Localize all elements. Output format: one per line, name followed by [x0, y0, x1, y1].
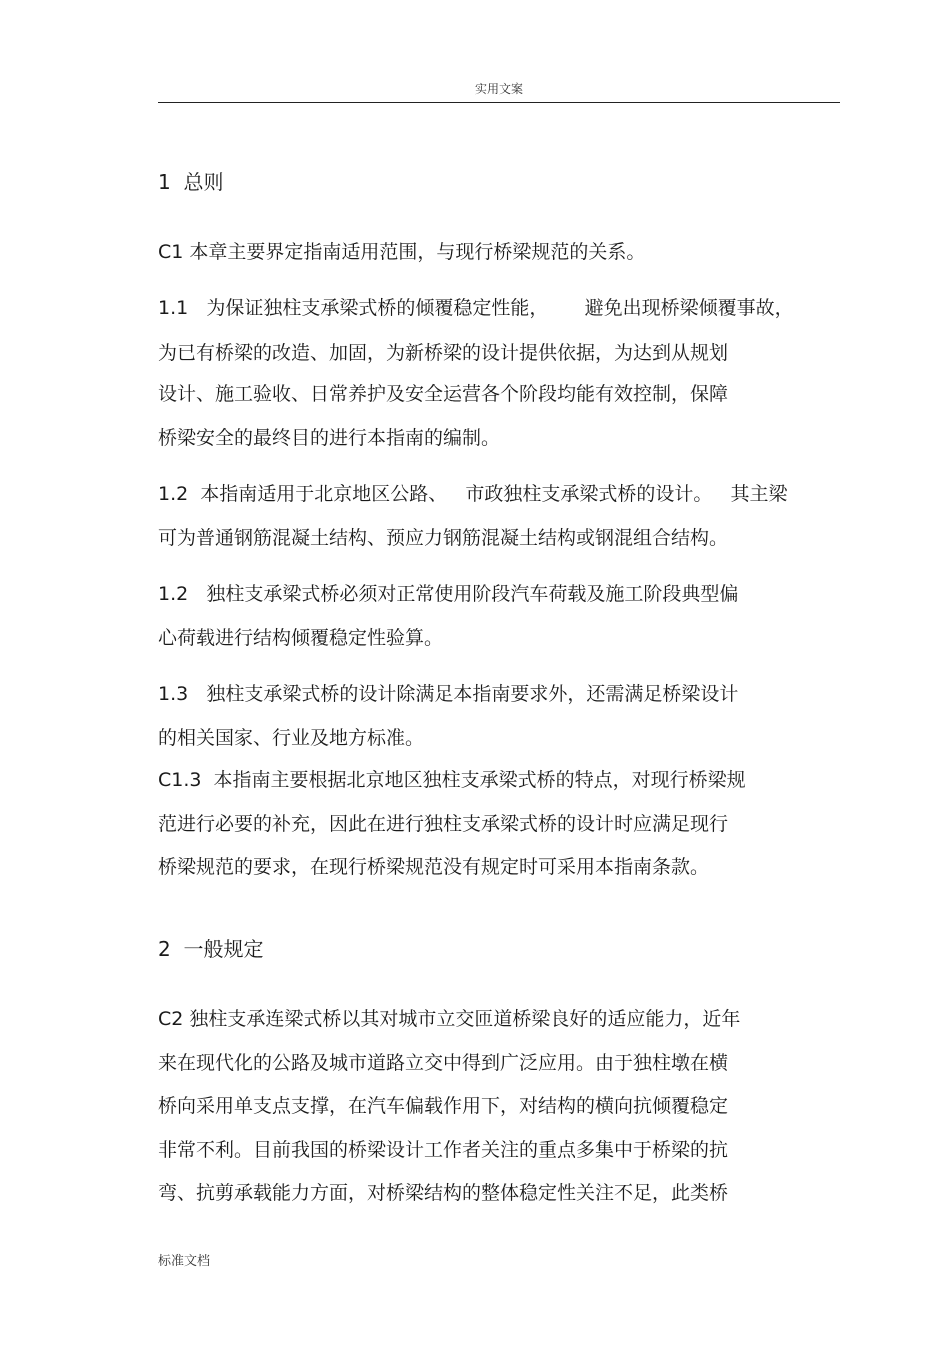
paragraph-line: C2 独柱支承连梁式桥以其对城市立交匝道桥梁良好的适应能力，近年	[158, 1008, 741, 1030]
paragraph-line: 弯、抗剪承载能力方面，对桥梁结构的整体稳定性关注不足，此类桥	[158, 1182, 729, 1204]
page-header: 实用文案	[474, 82, 523, 96]
page-footer: 标准文档	[158, 1254, 211, 1269]
paragraph-line: 可为普通钢筋混凝土结构、预应力钢筋混凝土结构或钢混组合结构。	[158, 527, 729, 549]
section-heading-1: 1 总则	[158, 170, 224, 194]
paragraph-line: 1.3 独柱支承梁式桥的设计除满足本指南要求外，还需满足桥梁设计	[158, 683, 739, 705]
paragraph-line: 1.1 为保证独柱支承梁式桥的倾覆稳定性能， 避免出现桥梁倾覆事故，	[158, 297, 794, 319]
header-divider	[158, 102, 840, 103]
paragraph-line: 非常不利。目前我国的桥梁设计工作者关注的重点多集中于桥梁的抗	[158, 1139, 729, 1161]
section-heading-2: 2 一般规定	[158, 937, 264, 961]
paragraph-line: 来在现代化的公路及城市道路立交中得到广泛应用。由于独柱墩在横	[158, 1052, 729, 1074]
paragraph-line: 1.2 本指南适用于北京地区公路、 市政独柱支承梁式桥的设计。 其主梁	[158, 483, 788, 505]
paragraph-line: 桥向采用单支点支撑，在汽车偏载作用下，对结构的横向抗倾覆稳定	[158, 1095, 729, 1117]
paragraph-line: C1.3 本指南主要根据北京地区独柱支承梁式桥的特点，对现行桥梁规	[158, 769, 746, 791]
paragraph-line: 为已有桥梁的改造、加固，为新桥梁的设计提供依据，为达到从规划	[158, 342, 729, 364]
paragraph-line: 范进行必要的补充，因此在进行独柱支承梁式桥的设计时应满足现行	[158, 813, 729, 835]
paragraph-line: 的相关国家、行业及地方标准。	[158, 727, 425, 749]
paragraph-line: 心荷载进行结构倾覆稳定性验算。	[158, 627, 444, 649]
paragraph-line: 桥梁规范的要求，在现行桥梁规范没有规定时可采用本指南条款。	[158, 856, 710, 878]
paragraph-line: 1.2 独柱支承梁式桥必须对正常使用阶段汽车荷载及施工阶段典型偏	[158, 583, 739, 605]
paragraph-line: 设计、施工验收、日常养护及安全运营各个阶段均能有效控制，保障	[158, 383, 729, 405]
paragraph-line: C1 本章主要界定指南适用范围，与现行桥梁规范的关系。	[158, 241, 646, 263]
paragraph-line: 桥梁安全的最终目的进行本指南的编制。	[158, 427, 501, 449]
